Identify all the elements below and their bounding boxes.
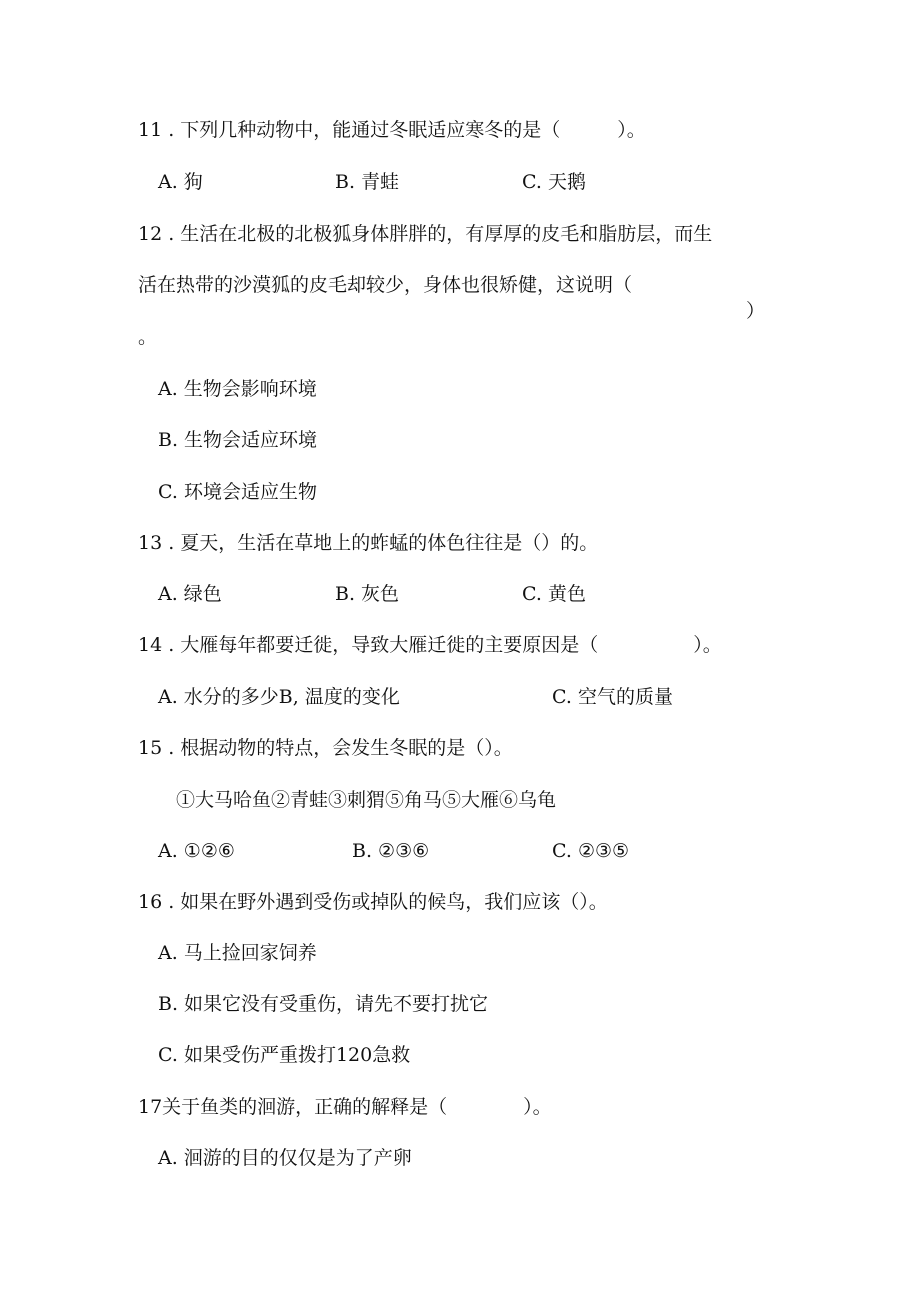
question-13-stem: 13 . 夏天，生活在草地上的蚱蜢的体色往往是（）的。: [138, 532, 599, 554]
question-13-option-b: B. 灰色: [335, 583, 400, 605]
question-15-option-b: B. ②③⑥: [352, 840, 430, 862]
question-13-option-c: C. 黄色: [522, 583, 586, 605]
question-11-option-c: C. 天鹅: [522, 171, 586, 193]
question-15-animal-list: ①大马哈鱼②青蛙③刺猬⑤角马⑤大雁⑥乌龟: [176, 789, 557, 811]
question-13-option-a: A. 绿色: [158, 583, 222, 605]
question-17-stem: 17关于鱼类的洄游，正确的解释是（ ）。: [138, 1096, 552, 1118]
question-14-stem: 14 . 大雁每年都要迁徙，导致大雁迁徙的主要原因是（ ）。: [138, 634, 722, 656]
question-16-option-a: A. 马上捡回家饲养: [158, 942, 317, 964]
question-11-stem: 11 . 下列几种动物中，能通过冬眠适应寒冬的是（ ）。: [138, 119, 646, 141]
question-14-option-a-b: A. 水分的多少B, 温度的变化: [158, 686, 400, 708]
question-12-stem-end: 。: [138, 326, 158, 348]
question-11-option-b: B. 青蛙: [335, 171, 400, 193]
question-12-option-c: C. 环境会适应生物: [158, 481, 317, 503]
question-15-stem: 15 . 根据动物的特点，会发生冬眠的是（）。: [138, 737, 513, 759]
question-12-option-a: A. 生物会影响环境: [158, 378, 317, 400]
question-16-stem: 16 . 如果在野外遇到受伤或掉队的候鸟，我们应该（）。: [138, 891, 608, 913]
question-16-option-c: C. 如果受伤严重拨打120急救: [158, 1044, 411, 1066]
question-16-option-b: B. 如果它没有受重伤，请先不要打扰它: [158, 993, 489, 1015]
question-12-stem-line-1: 12 . 生活在北极的北极狐身体胖胖的，有厚厚的皮毛和脂肪层，而生: [138, 223, 713, 245]
question-12-answer-close: ）: [746, 300, 766, 322]
question-15-option-c: C. ②③⑤: [552, 840, 630, 862]
question-12-stem-line-2: 活在热带的沙漠狐的皮毛却较少，身体也很矫健，这说明（: [138, 274, 633, 296]
question-15-option-a: A. ①②⑥: [158, 840, 235, 862]
question-17-option-a: A. 洄游的目的仅仅是为了产卵: [158, 1147, 412, 1169]
question-12-option-b: B. 生物会适应环境: [158, 429, 318, 451]
question-14-option-c: C. 空气的质量: [552, 686, 673, 708]
question-11-option-a: A. 狗: [158, 171, 203, 193]
